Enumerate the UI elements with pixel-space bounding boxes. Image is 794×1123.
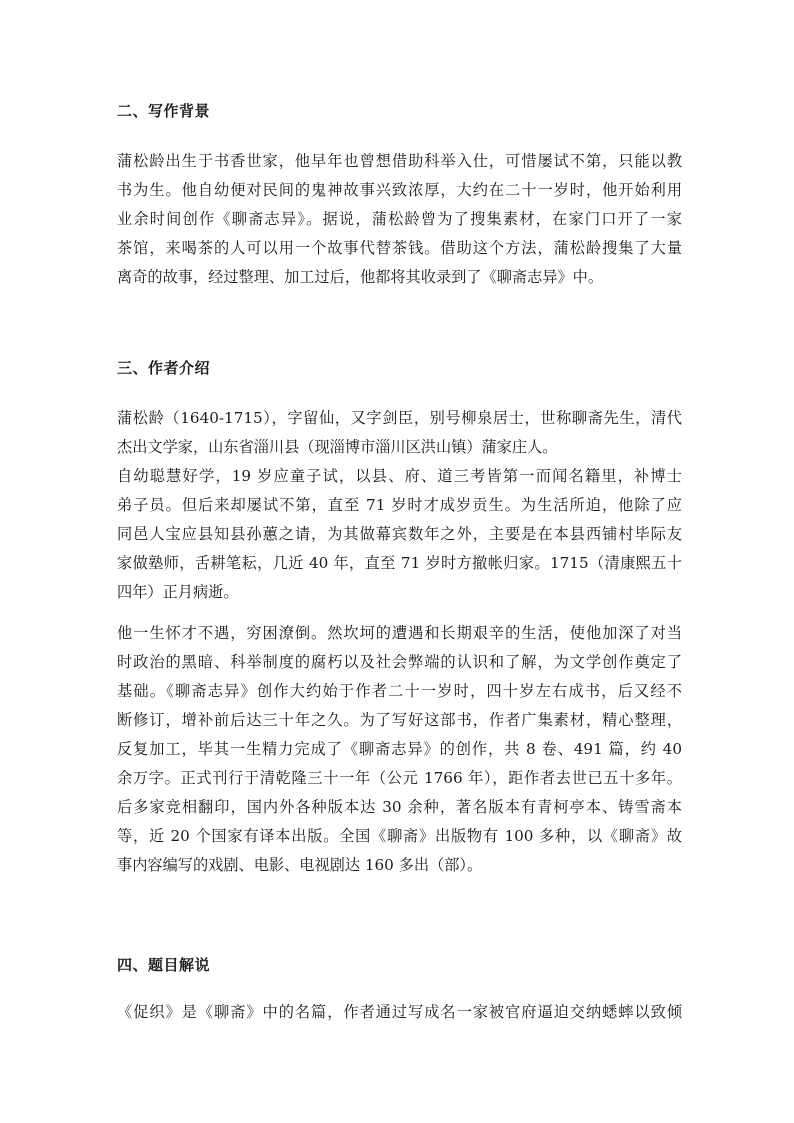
text-line: 时政治的黑暗、科举制度的腐朽以及社会弊端的认识和了解，为文学创作奠定了 [117,653,682,671]
paragraph-background [117,147,682,292]
text-line: 基础。《聊斋志异》创作大约始于作者二十一岁时，四十岁左右成书，后又经不 [117,682,682,700]
paragraph-author-life [117,462,682,607]
text-line: 业余时间创作《聊斋志异》。据说，蒲松龄曾为了搜集素材，在家门口开了一家 [117,210,682,228]
text-line: 余万字。正式刊行于清乾隆三十一年（公元 1766 年），距作者去世已五十多年。 [117,769,682,787]
text-line: 离奇的故事，经过整理、加工过后，他都将其收录到了《聊斋志异》中。 [117,268,603,286]
text-line: 家做塾师，舌耕笔耘，几近 40 年，直至 71 岁时方撤帐归家。1715（清康熙五十 [117,554,682,572]
section-heading-title-explain: 四、题目解说 [117,956,211,974]
paragraph-title-explain [117,998,682,1027]
text-line: 事内容编写的戏剧、电影、电视剧达 160 多出（部）。 [117,856,483,874]
text-line: 书为生。他自幼便对民间的鬼神故事兴致浓厚，大约在二十一岁时，他开始利用 [117,181,682,199]
text-line: 同邑人宝应县知县孙蕙之请，为其做幕宾数年之外，主要是在本县西铺村毕际友 [117,525,682,543]
text-line: 他一生怀才不遇，穷困潦倒。然坎坷的遭遇和长期艰辛的生活，使他加深了对当 [117,624,682,642]
section-heading-author: 三、作者介绍 [117,359,211,377]
text-line: 反复加工，毕其一生精力完成了《聊斋志异》的创作，共 8 卷、491 篇，约 40 [117,740,682,758]
text-line: 蒲松龄（1640-1715），字留仙，又字剑臣，别号柳泉居士，世称聊斋先生，清代 [117,409,682,427]
text-line: 自幼聪慧好学，19 岁应童子试，以县、府、道三考皆第一而闻名籍里，补博士 [117,467,682,485]
text-line: 等，近 20 个国家有译本出版。全国《聊斋》出版物有 100 多种，以《聊斋》故 [117,827,682,845]
text-line: 杰出文学家，山东省淄川县（现淄博市淄川区洪山镇）蒲家庄人。 [117,438,558,456]
text-line: 断修订，增补前后达三十年之久。为了写好这部书，作者广集素材，精心整理， [117,711,682,729]
text-line: 蒲松龄出生于书香世家，他早年也曾想借助科举入仕，可惜屡试不第，只能以教 [117,152,682,170]
text-line: 后多家竞相翻印，国内外各种版本达 30 余种，著名版本有青柯亭本、铸雪斋本 [117,798,682,816]
paragraph-author-intro [117,404,682,462]
text-line: 弟子员。但后来却屡试不第，直至 71 岁时才成岁贡生。为生活所迫，他除了应 [117,496,682,514]
text-line: 《促织》是《聊斋》中的名篇，作者通过写成名一家被官府逼迫交纳蟋蟀以致倾 [117,1003,682,1021]
section-heading-background: 二、写作背景 [117,102,211,120]
paragraph-author-works [117,619,682,880]
text-line: 四年）正月病逝。 [117,583,239,601]
text-line: 茶馆，来喝茶的人可以用一个故事代替茶钱。借助这个方法，蒲松龄搜集了大量 [117,239,682,257]
